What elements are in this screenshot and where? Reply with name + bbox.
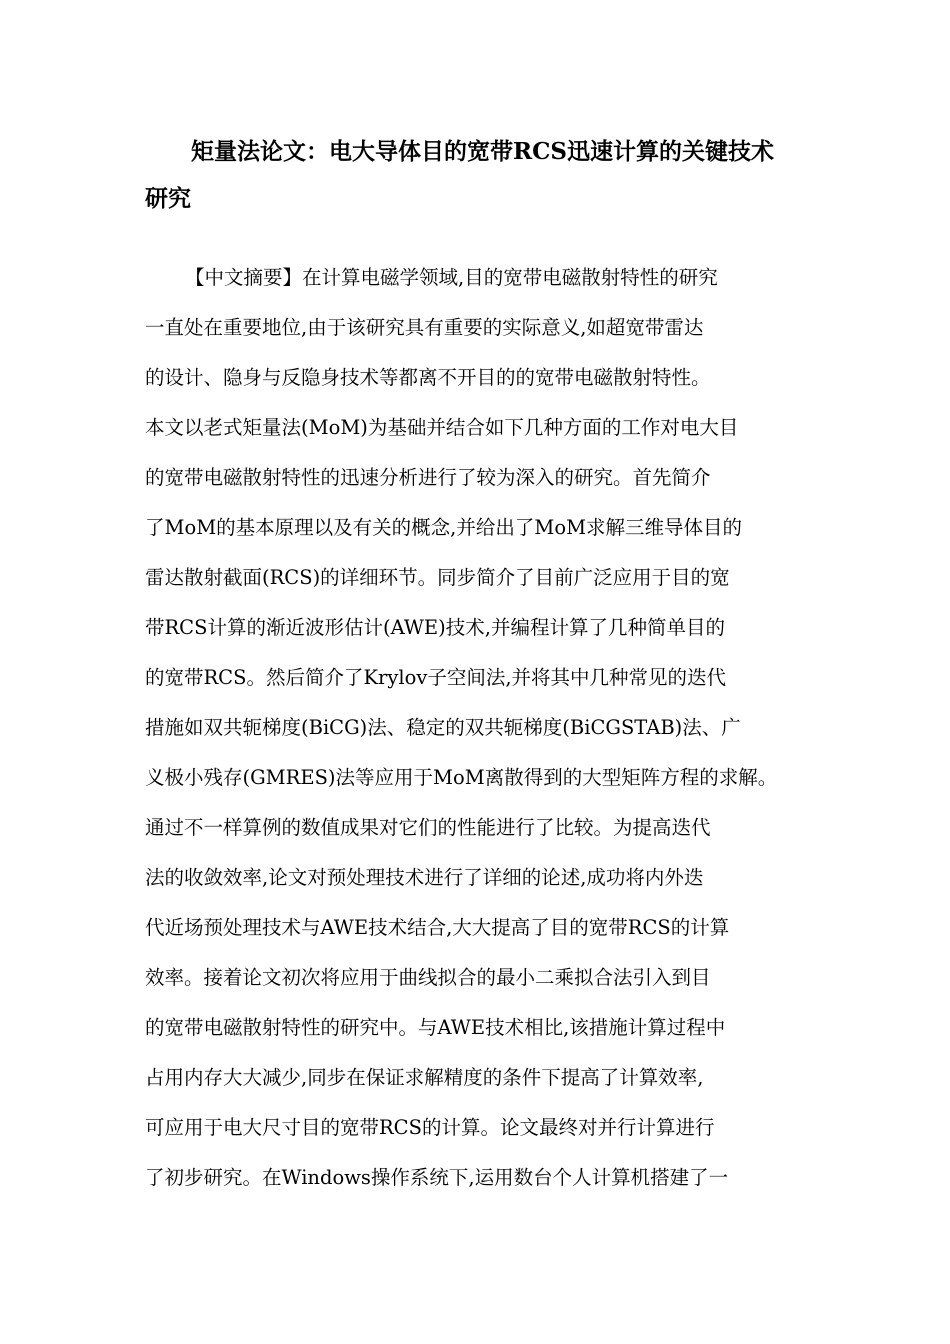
- abstract-line: 义极小残存(GMRES)法等应用于MoM离散得到的大型矩阵方程的求解。: [145, 766, 778, 789]
- abstract-line: 占用内存大大减少,同步在保证求解精度的条件下提高了计算效率,: [145, 1066, 704, 1089]
- abstract-line: 雷达散射截面(RCS)的详细环节。同步简介了目前广泛应用于目的宽: [145, 566, 730, 589]
- abstract-line: 的宽带电磁散射特性的迅速分析进行了较为深入的研究。首先简介: [145, 466, 711, 489]
- abstract-line: 可应用于电大尺寸目的宽带RCS的计算。论文最终对并行计算进行: [145, 1116, 715, 1139]
- abstract-line: 了MoM的基本原理以及有关的概念,并给出了MoM求解三维导体目的: [145, 516, 743, 539]
- abstract-line: 的宽带电磁散射特性的研究中。与AWE技术相比,该措施计算过程中: [145, 1016, 726, 1039]
- abstract-line: 的宽带RCS。然后简介了Krylov子空间法,并将其中几种常见的迭代: [145, 666, 727, 689]
- abstract-line: 的设计、隐身与反隐身技术等都离不开目的的宽带电磁散射特性。: [145, 366, 711, 389]
- abstract-line: 带RCS计算的渐近波形估计(AWE)技术,并编程计算了几种简单目的: [145, 616, 725, 639]
- abstract-line: 措施如双共轭梯度(BiCG)法、稳定的双共轭梯度(BiCGSTAB)法、广: [145, 716, 741, 739]
- abstract-line: 【中文摘要】在计算电磁学领域,目的宽带电磁散射特性的研究: [185, 266, 718, 289]
- abstract-paragraph: [145, 253, 825, 1203]
- title-line-2: 研究: [145, 185, 191, 212]
- abstract-line: 通过不一样算例的数值成果对它们的性能进行了比较。为提高迭代: [145, 816, 711, 839]
- abstract-line: 一直处在重要地位,由于该研究具有重要的实际意义,如超宽带雷达: [145, 316, 704, 339]
- abstract-line: 代近场预处理技术与AWE技术结合,大大提高了目的宽带RCS的计算: [145, 916, 730, 939]
- abstract-line: 了初步研究。在Windows操作系统下,运用数台个人计算机搭建了一: [145, 1166, 729, 1189]
- document-title: [145, 128, 825, 222]
- title-line-1: 矩量法论文：电大导体目的宽带RCS迅速计算的关键技术: [191, 138, 775, 165]
- abstract-line: 本文以老式矩量法(MoM)为基础并结合如下几种方面的工作对电大目: [145, 416, 739, 439]
- abstract-line: 效率。接着论文初次将应用于曲线拟合的最小二乘拟合法引入到目: [145, 966, 711, 989]
- abstract-line: 法的收敛效率,论文对预处理技术进行了详细的论述,成功将内外迭: [145, 866, 704, 889]
